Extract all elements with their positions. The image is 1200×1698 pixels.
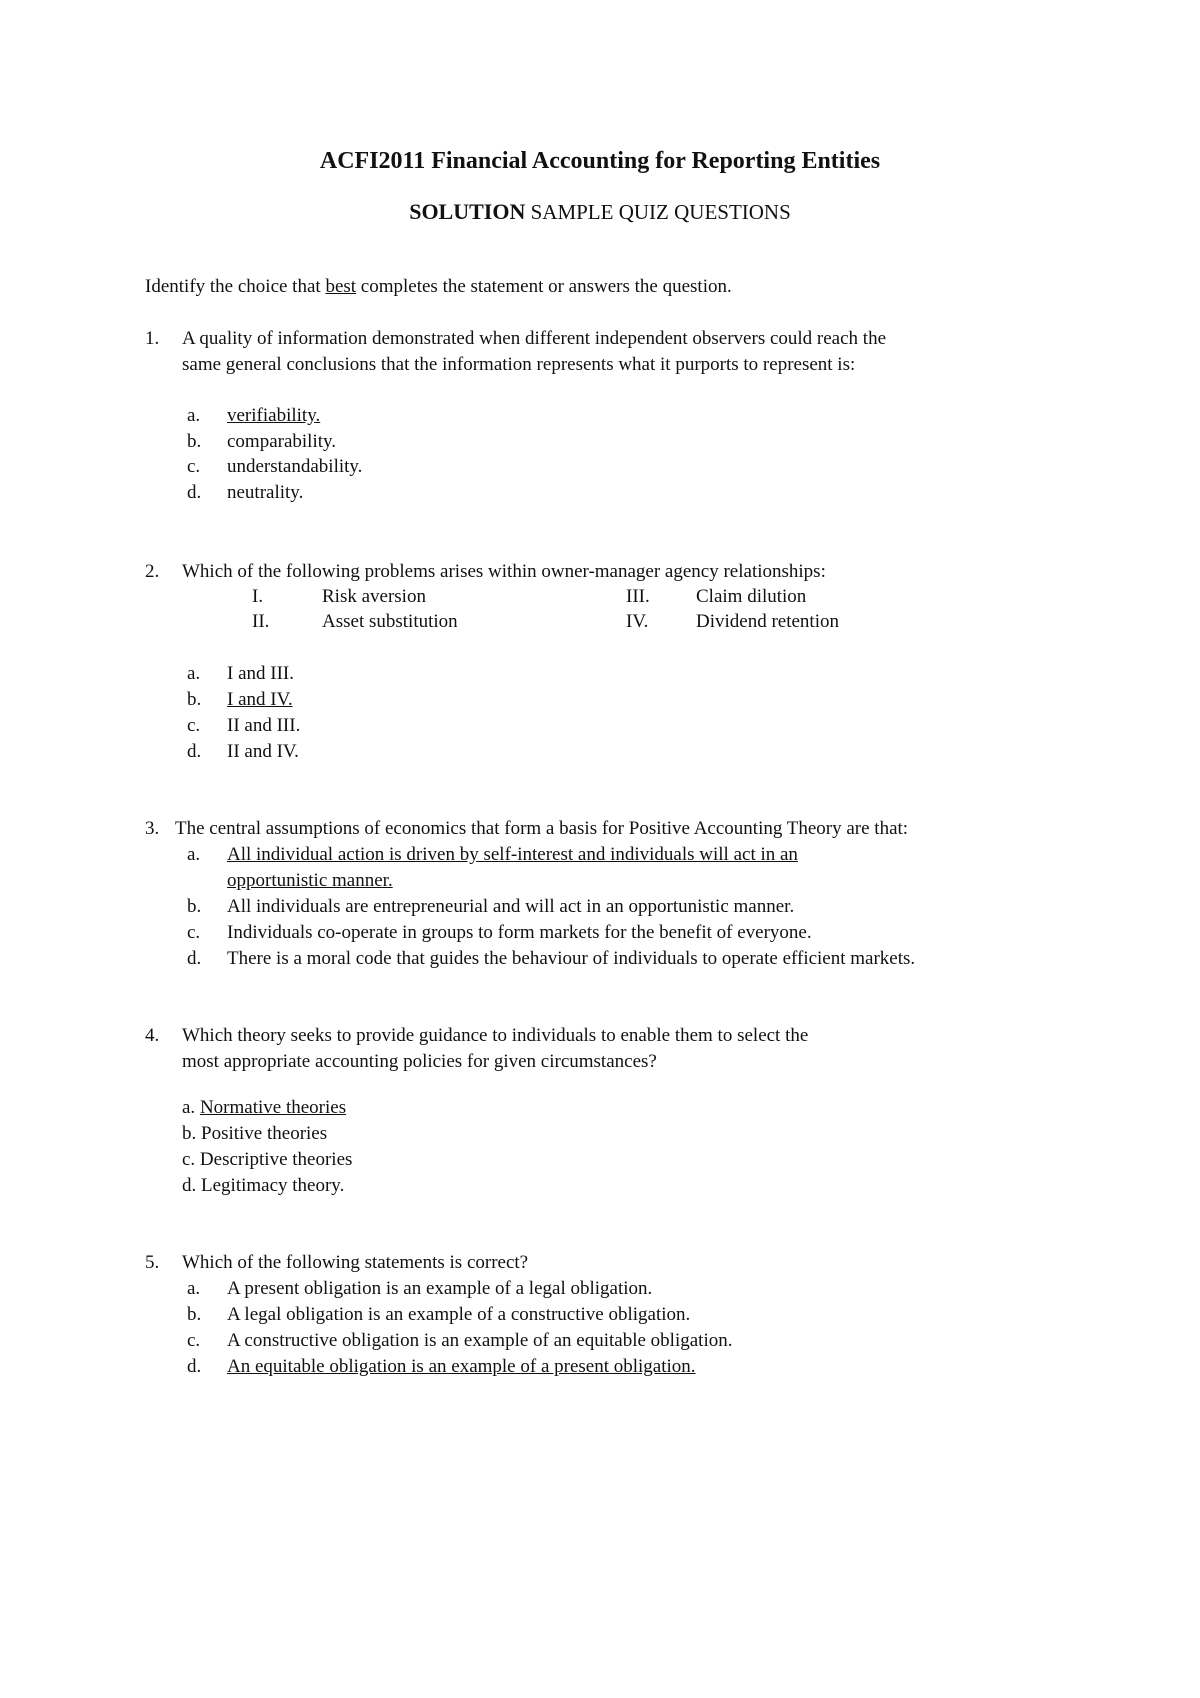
q3-option-b-letter: b. xyxy=(187,896,202,917)
q3-option-a-correct-line1: All individual action is driven by self-interest and individuals will act in an xyxy=(227,844,798,865)
q5-number: 5. xyxy=(145,1252,160,1273)
q1-text-line1: A quality of information demonstrated when different independent observers could reach the xyxy=(182,328,887,349)
subtitle-solution: SOLUTION xyxy=(409,199,526,224)
q5-option-a: A present obligation is an example of a legal obligation. xyxy=(227,1278,653,1299)
instructions-emphasis: best xyxy=(325,276,357,297)
document-subtitle xyxy=(0,199,1200,225)
q4-option-a-correct: Normative theories xyxy=(199,1097,347,1118)
q1-option-d-letter: d. xyxy=(187,482,202,503)
q2-option-b-letter: b. xyxy=(187,689,202,710)
q3-option-c: Individuals co-operate in groups to form markets for the benefit of everyone. xyxy=(227,922,812,943)
q4-option-b: b. Positive theories xyxy=(182,1123,328,1144)
q2-item-roman: I. xyxy=(252,586,264,607)
q2-item-label: Claim dilution xyxy=(696,586,807,607)
q4-option-d: d. Legitimacy theory. xyxy=(182,1175,345,1196)
q2-option-c: II and III. xyxy=(227,715,301,736)
instructions: Identify the choice that best completes the statement or answers the question. xyxy=(145,276,732,297)
q4-option-c: c. Descriptive theories xyxy=(182,1149,353,1170)
q1-option-b-letter: b. xyxy=(187,431,202,452)
q1-option-a-letter: a. xyxy=(187,405,201,426)
q5-option-c-letter: c. xyxy=(187,1330,201,1351)
q3-text: The central assumptions of economics that form a basis for Positive Accounting Theory are that: xyxy=(175,818,909,839)
q5-option-a-letter: a. xyxy=(187,1278,201,1299)
q2-item-roman: IV. xyxy=(626,611,649,632)
q4-number: 4. xyxy=(145,1025,160,1046)
q2-number: 2. xyxy=(145,561,160,582)
q4-option-a: a. Normative theories xyxy=(182,1097,347,1118)
q2-item-roman: III. xyxy=(626,586,650,607)
q2-item-roman: II. xyxy=(252,611,270,632)
q1-option-d: neutrality. xyxy=(227,482,304,503)
q5-option-b-letter: b. xyxy=(187,1304,202,1325)
q2-item-label: Dividend retention xyxy=(696,611,839,632)
q2-item-label: Asset substitution xyxy=(322,611,458,632)
q2-text: Which of the following problems arises within owner-manager agency relationships: xyxy=(182,561,826,582)
q1-option-c-letter: c. xyxy=(187,456,201,477)
q5-option-c: A constructive obligation is an example of an equitable obligation. xyxy=(227,1330,733,1351)
q3-option-d: There is a moral code that guides the behaviour of individuals to operate efficient markets. xyxy=(227,948,916,969)
q3-option-d-letter: d. xyxy=(187,948,202,969)
document-title: ACFI2011 Financial Accounting for Reporting Entities xyxy=(319,148,881,174)
q3-option-a-letter: a. xyxy=(187,844,201,865)
q3-option-c-letter: c. xyxy=(187,922,201,943)
q2-option-d-letter: d. xyxy=(187,741,202,762)
q1-text-line2: same general conclusions that the information represents what it purports to represent is: xyxy=(182,354,856,375)
q5-option-d-letter: d. xyxy=(187,1356,202,1377)
q5-option-b: A legal obligation is an example of a constructive obligation. xyxy=(227,1304,691,1325)
q3-number: 3. xyxy=(145,818,160,839)
q2-option-d: II and IV. xyxy=(227,741,299,762)
q5-option-d-correct: An equitable obligation is an example of a present obligation. xyxy=(227,1356,696,1377)
q1-number: 1. xyxy=(145,328,160,349)
q1-option-b: comparability. xyxy=(227,431,337,452)
q1-option-c: understandability. xyxy=(227,456,363,477)
q2-option-c-letter: c. xyxy=(187,715,201,736)
q2-option-a-letter: a. xyxy=(187,663,201,684)
q3-option-b: All individuals are entrepreneurial and will act in an opportunistic manner. xyxy=(227,896,795,917)
q2-item-label: Risk aversion xyxy=(322,586,426,607)
q2-option-a: I and III. xyxy=(227,663,294,684)
q4-text-line2: most appropriate accounting policies for given circumstances? xyxy=(182,1051,657,1072)
subtitle-rest: SAMPLE QUIZ QUESTIONS xyxy=(525,200,791,224)
q3-option-a-correct-line2: opportunistic manner. xyxy=(227,870,393,891)
q1-option-a-correct: verifiability. xyxy=(227,405,321,426)
q2-option-b-correct: I and IV. xyxy=(227,689,293,710)
q5-text: Which of the following statements is correct? xyxy=(182,1252,529,1273)
q4-text-line1: Which theory seeks to provide guidance to individuals to enable them to select the xyxy=(182,1025,809,1046)
